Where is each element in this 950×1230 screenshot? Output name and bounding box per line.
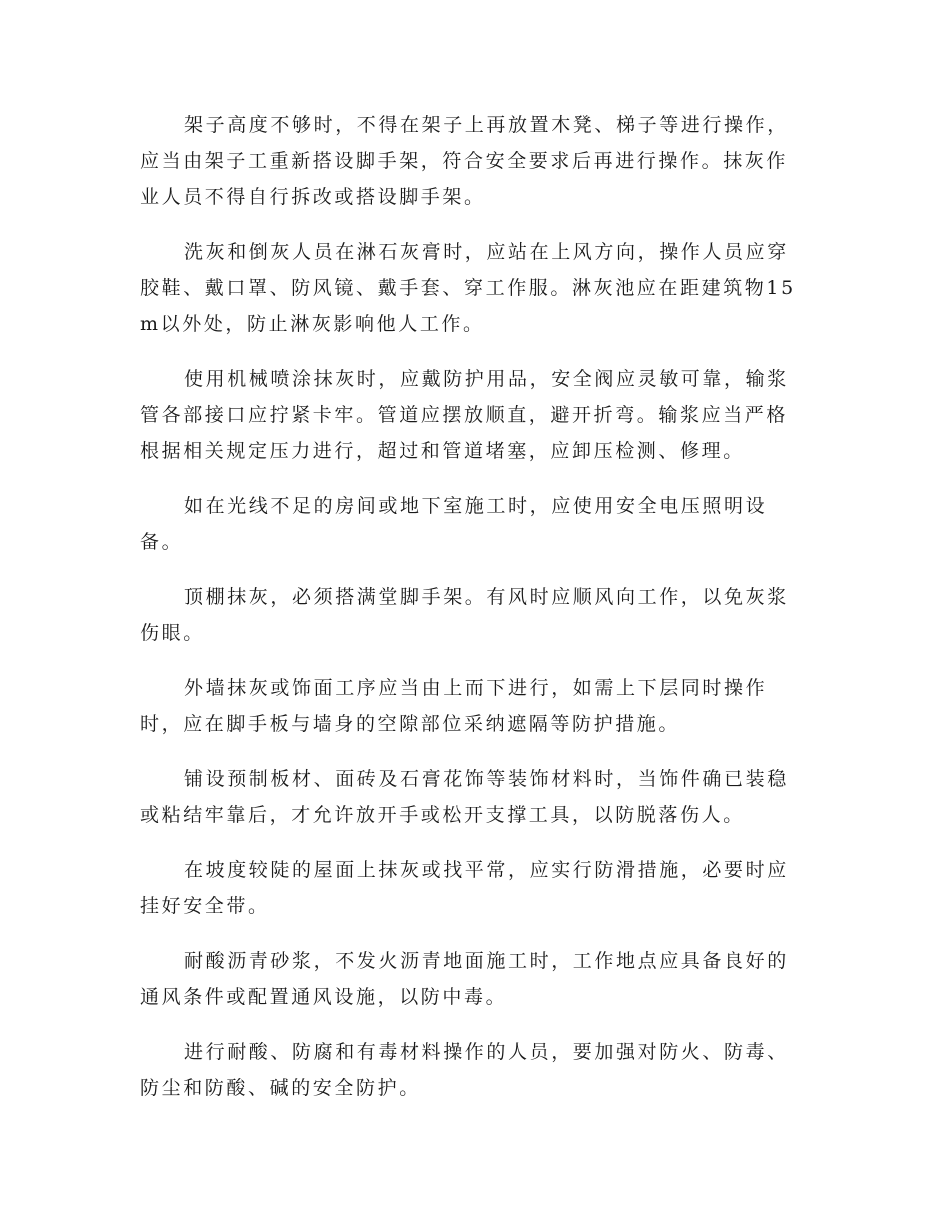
paragraph-low-light-rooms: 如在光线不足的房间或地下室施工时，应使用安全电压照明设备。 [140,495,768,553]
paragraph-toxic-materials: 进行耐酸、防腐和有毒材料操作的人员，要加强对防火、防毒、防尘和防酸、碱的安全防护。 [140,1041,789,1099]
paragraph-mechanical-spraying: 使用机械喷涂抹灰时，应戴防护用品，安全阀应灵敏可靠，输浆管各部接口应拧紧卡牢。管道应摆放顺直，避开折弯。输浆应当严格根据相关规定压力进行，超过和管道堵塞，应卸压检测、修理。 [140,368,789,462]
paragraph-decorative-materials: 铺设预制板材、面砖及石膏花饰等装饰材料时，当饰件确已装稳或粘结牢靠后，才允许放开手或松开支撑工具，以防脱落伤人。 [140,768,789,826]
paragraph-exterior-walls: 外墙抹灰或饰面工序应当由上而下进行，如需上下层同时操作时，应在脚手板与墙身的空隙部位采纳遮隔等防护措施。 [140,677,768,735]
paragraph-acid-resistant-mortar: 耐酸沥青砂浆，不发火沥青地面施工时，工作地点应具备良好的通风条件或配置通风设施，以防中毒。 [140,950,789,1008]
paragraph-ceiling-plastering: 顶棚抹灰，必须搭满堂脚手架。有风时应顺风向工作，以免灰浆伤眼。 [140,586,789,644]
paragraph-steep-roofs: 在坡度较陡的屋面上抹灰或找平常，应实行防滑措施，必要时应挂好安全带。 [140,859,789,917]
paragraph-lime-washing: 洗灰和倒灰人员在淋石灰膏时，应站在上风方向，操作人员应穿胶鞋、戴口罩、防风镜、戴手套、穿工作服。淋灰池应在距建筑物15m以外处，防止淋灰影响他人工作。 [140,241,796,335]
paragraph-scaffold-height: 架子高度不够时，不得在架子上再放置木凳、梯子等进行操作，应当由架子工重新搭设脚手架，符合安全要求后再进行操作。抹灰作业人员不得自行拆改或搭设脚手架。 [140,114,789,208]
document-body [140,107,800,1125]
